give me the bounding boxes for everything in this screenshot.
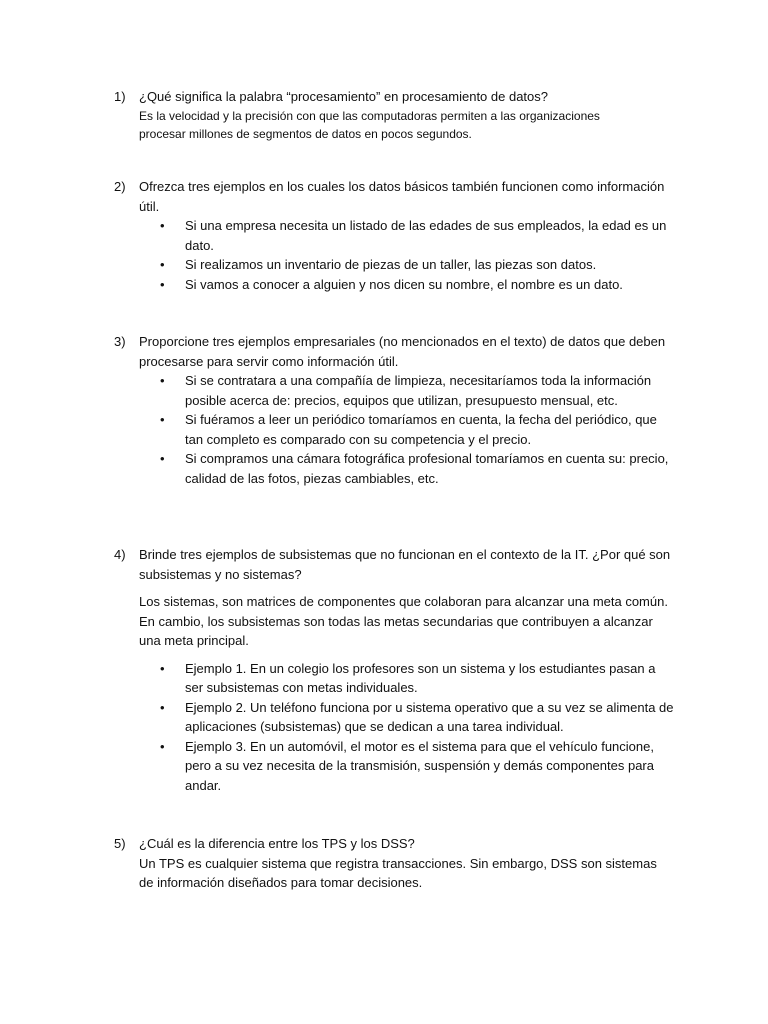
question-text: Proporcione tres ejemplos empresariales (no mencionados en el texto) de datos que deben procesarse para servir como información útil. — [139, 334, 666, 369]
question-number: 3) — [114, 334, 126, 349]
question-text: Ofrezca tres ejemplos en los cuales los datos básicos también funcionen como información útil. — [139, 179, 665, 214]
bullet-icon: • — [160, 257, 165, 272]
bullet-icon: • — [160, 451, 165, 466]
list-item: • Ejemplo 1. En un colegio los profesores son un sistema y los estudiantes pasan a ser subsistemas con metas individuales. — [160, 660, 656, 695]
list-item: • Ejemplo 3. En un automóvil, el motor es el sistema para que el vehículo funcione, pero a su vez necesita de la transmisión, suspensión y demás componentes para andar. — [160, 738, 654, 793]
question-3 — [114, 332, 674, 488]
question-number: 4) — [114, 547, 126, 562]
list-item: • Si una empresa necesita un listado de las edades de sus empleados, la edad es un dato. — [160, 218, 667, 253]
question-text: Brinde tres ejemplos de subsistemas que no funcionan en el contexto de la IT. ¿Por qué son subsistemas y no sistemas? — [139, 547, 671, 582]
question-text: ¿Qué significa la palabra “procesamiento” en procesamiento de datos? — [139, 89, 549, 104]
list-item: • Si vamos a conocer a alguien y nos dicen su nombre, el nombre es un dato. — [160, 275, 674, 295]
answer-text: Un TPS es cualquier sistema que registra transacciones. Sin embargo, DSS son sistemas de información diseñados para tomar decisiones. — [139, 855, 657, 890]
question-2 — [114, 177, 674, 294]
answer-text: Los sistemas, son matrices de componentes que colaboran para alcanzar una meta común. En cambio, los subsistemas son todas las metas secundarias que contribuyen a alcanzar una meta principal. — [139, 594, 668, 648]
bullet-icon: • — [160, 660, 165, 676]
bullet-icon: • — [160, 412, 165, 427]
question-number: 5) — [114, 836, 126, 851]
answer-bullet-list — [160, 216, 674, 294]
question-1 — [114, 87, 674, 143]
answer-bullet-list — [160, 371, 674, 488]
question-text: ¿Cuál es la diferencia entre los TPS y los DSS? — [139, 836, 415, 851]
list-item: • Si fuéramos a leer un periódico tomaríamos en cuenta, la fecha del periódico, que tan completo es comparado con su competencia y el precio. — [160, 412, 657, 447]
list-item: • Si se contratara a una compañía de limpieza, necesitaríamos toda la información posible acerca de: precios, equipos que utilizan, presupuesto mensual, etc. — [160, 373, 652, 408]
bullet-icon: • — [160, 218, 165, 233]
list-item: • Si compramos una cámara fotográfica profesional tomaríamos en cuenta su: precio, calidad de las fotos, piezas cambiables, etc. — [160, 451, 669, 486]
bullet-icon: • — [160, 738, 165, 754]
list-item: • Ejemplo 2. Un teléfono funciona por u sistema operativo que a su vez se alimenta de aplicaciones (subsistemas) que se dedican a una tarea individual. — [160, 699, 674, 734]
bullet-icon: • — [160, 276, 165, 292]
question-4 — [114, 545, 674, 795]
answer-text: Es la velocidad y la precisión con que las computadoras permiten a las organizaciones procesar millones de segmentos de datos en pocos segundos. — [139, 108, 600, 141]
question-5 — [114, 834, 674, 893]
list-item: • Si realizamos un inventario de piezas de un taller, las piezas son datos. — [160, 255, 674, 275]
question-number: 2) — [114, 179, 126, 194]
bullet-icon: • — [160, 373, 165, 388]
answer-bullet-list — [160, 659, 674, 796]
bullet-icon: • — [160, 699, 165, 715]
question-number: 1) — [114, 89, 126, 104]
